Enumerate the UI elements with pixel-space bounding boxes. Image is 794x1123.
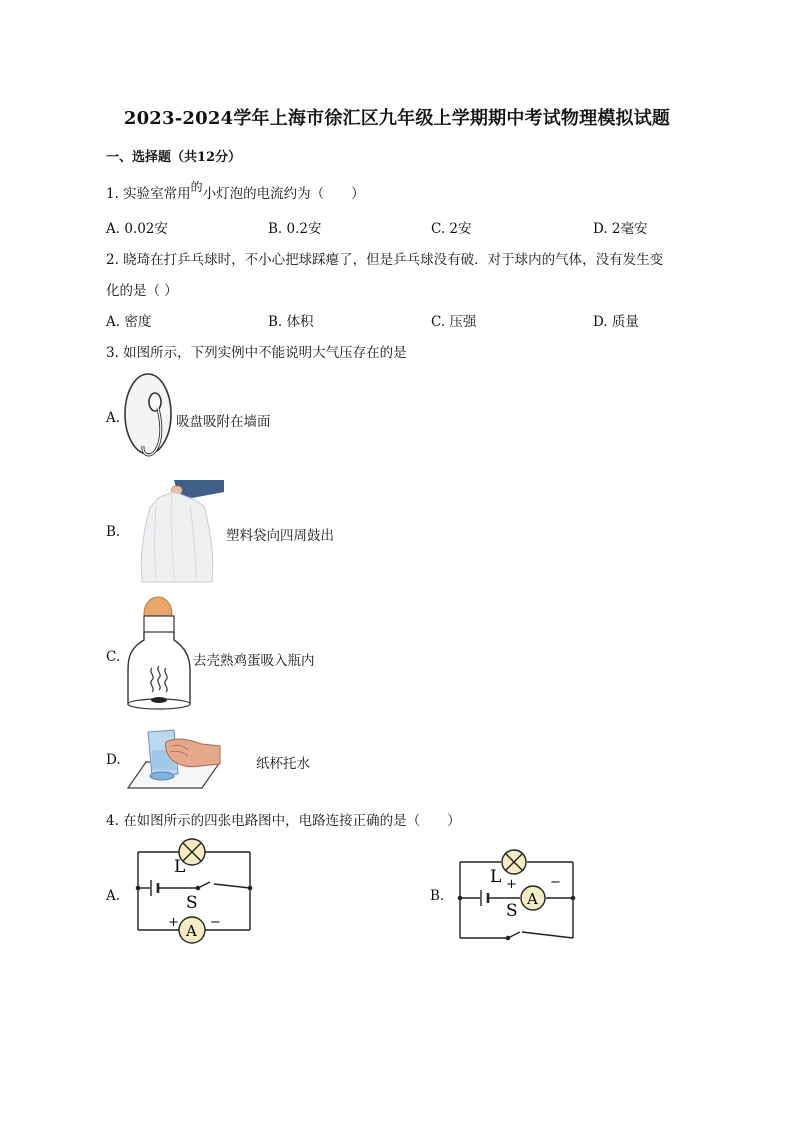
suction-cup-hook-image bbox=[118, 370, 180, 462]
q1-option-d[interactable]: D. 2毫安 bbox=[593, 221, 648, 237]
ammeter-minus-label: − bbox=[550, 875, 561, 890]
question-2-stem-line2: 化的是（ ） bbox=[106, 283, 178, 299]
q3-option-b-caption: 塑料袋向四周鼓出 bbox=[226, 528, 334, 544]
q4-option-a-letter[interactable]: A. bbox=[106, 888, 121, 904]
question-4-stem: 4. 在如图所示的四张电路图中，电路连接正确的是（ ） bbox=[106, 813, 461, 829]
circuit-diagram-a bbox=[128, 838, 258, 944]
q1-option-a[interactable]: A. 0.02安 bbox=[106, 221, 168, 237]
q3-option-a-caption: 吸盘吸附在墙面 bbox=[176, 414, 271, 430]
lamp-label: L bbox=[490, 867, 502, 887]
q3-option-d-letter[interactable]: D. bbox=[106, 752, 121, 768]
lamp-label: L bbox=[174, 857, 186, 877]
question-3-stem: 3. 如图所示，下列实例中不能说明大气压存在的是 bbox=[106, 345, 407, 361]
q3-option-b-letter[interactable]: B. bbox=[106, 524, 121, 540]
question-1-stem: 1. 实验室常用的小灯泡的电流约为（ ） bbox=[106, 180, 365, 202]
ammeter-plus-label: + bbox=[506, 877, 517, 892]
section-heading: 一、选择题（共12分） bbox=[106, 150, 242, 165]
q3-option-c-caption: 去壳熟鸡蛋吸入瓶内 bbox=[193, 653, 315, 669]
q3-option-c-letter[interactable]: C. bbox=[106, 649, 121, 665]
q2-option-b[interactable]: B. 体积 bbox=[268, 314, 314, 330]
switch-label: S bbox=[186, 893, 198, 913]
question-2-stem-line1: 2. 晓琦在打乒乓球时，不小心把球踩瘪了，但是乒乓球没有破．对于球内的气体，没有发生变 bbox=[106, 252, 664, 268]
ammeter-minus-label: − bbox=[210, 915, 221, 930]
q3-option-d-caption: 纸杯托水 bbox=[256, 756, 310, 772]
switch-label: S bbox=[506, 901, 518, 921]
q1-option-b[interactable]: B. 0.2安 bbox=[268, 221, 322, 237]
paper-holds-water-image bbox=[126, 722, 222, 794]
q2-option-a[interactable]: A. 密度 bbox=[106, 314, 152, 330]
q4-option-b-letter[interactable]: B. bbox=[430, 888, 445, 904]
plastic-bag-image bbox=[136, 476, 228, 588]
ammeter-plus-label: + bbox=[168, 915, 179, 930]
q3-option-a-letter[interactable]: A. bbox=[106, 410, 121, 426]
egg-in-bottle-image bbox=[124, 594, 196, 716]
q1-option-c[interactable]: C. 2安 bbox=[431, 221, 472, 237]
ammeter-label: A bbox=[186, 922, 197, 940]
q2-option-c[interactable]: C. 压强 bbox=[431, 314, 477, 330]
circuit-diagram-b bbox=[450, 844, 582, 944]
q2-option-d[interactable]: D. 质量 bbox=[593, 314, 639, 330]
ammeter-label: A bbox=[527, 890, 538, 908]
page-title: 2023-2024学年上海市徐汇区九年级上学期期中考试物理模拟试题 bbox=[123, 108, 671, 129]
